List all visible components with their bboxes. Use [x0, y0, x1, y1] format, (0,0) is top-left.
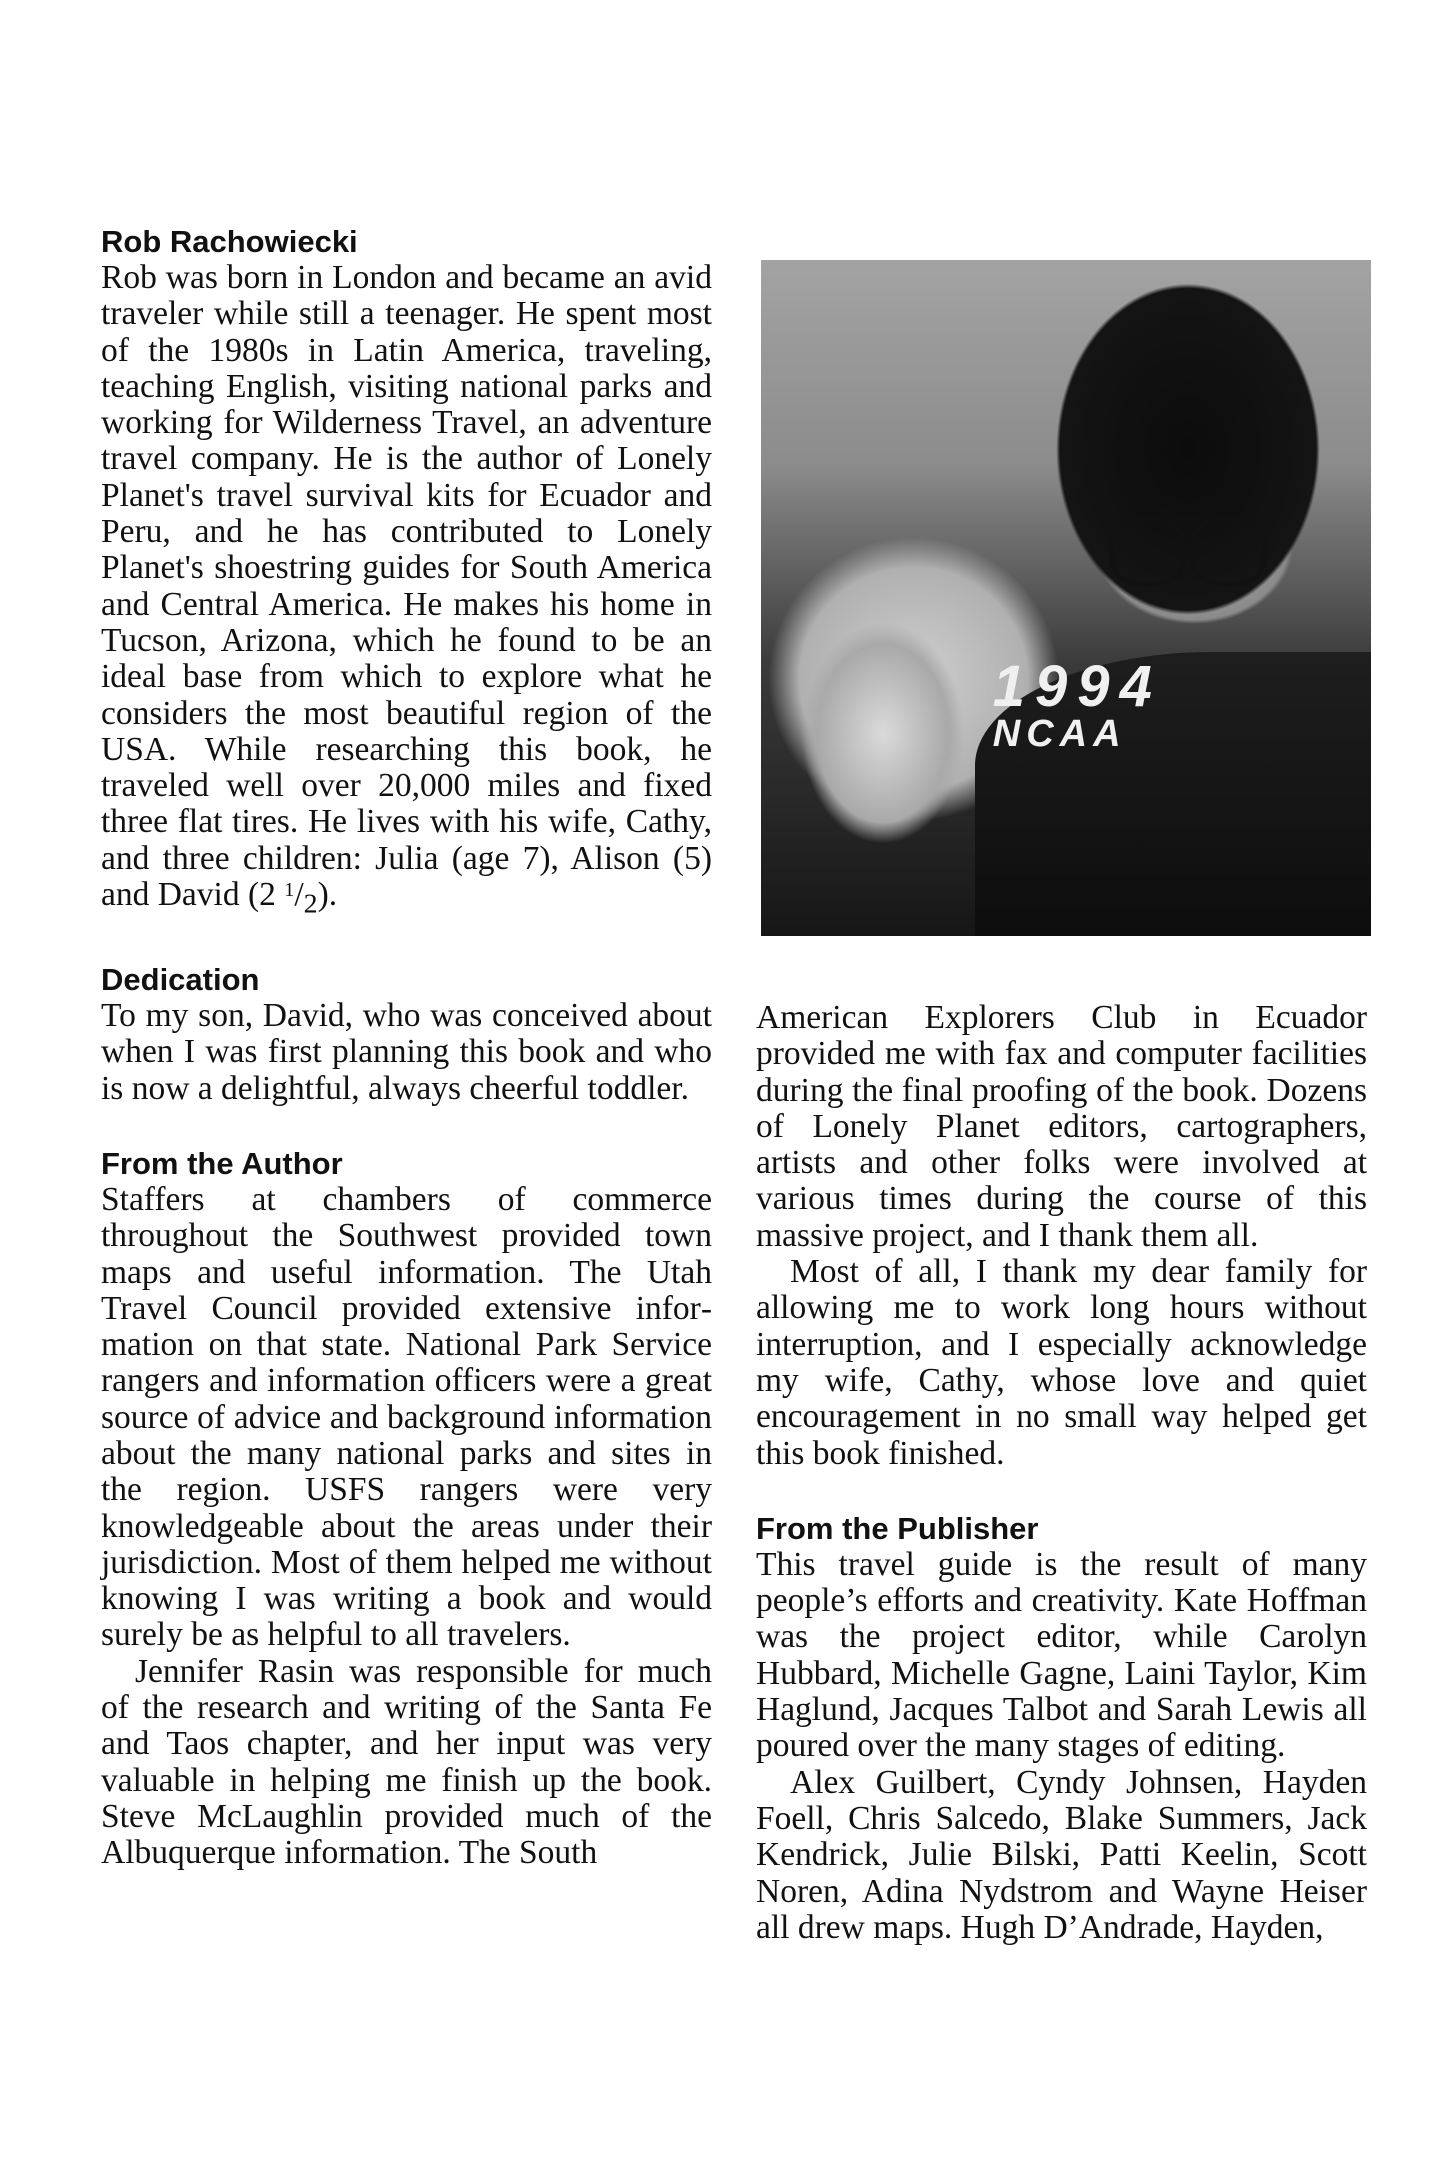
photo-glasses	[1109, 517, 1268, 578]
from-publisher-paragraph-1: This travel guide is the result of many people’s efforts and creativity. Kate Hoffman was the project editor, while Carolyn Hubbard, Michelle Gagne, Laini Taylor, Kim Haglund, Jacques Talbot and Sarah Lewis all poured over the many stages of editing.	[756, 1545, 1367, 1765]
photo-shirt-year: 1994	[992, 653, 1162, 719]
from-author-paragraph-1: Staffers at chambers of commerce throughout the Southwest provided town maps and useful information. The Utah Travel Council provided extensive information on that state. National Park Service rangers and information officers were a great source of advice and background information about the many national parks and sites in the region. USFS rangers were very knowledgeable about the areas under their jurisdiction. Most of them helped me without knowing I was writing a book and would surely be as helpful to all travelers.	[101, 1180, 712, 1654]
dedication-text: To my son, David, who was conceived about when I was first planning this book and who is now a delightful, always cheerful toddler.	[101, 997, 712, 1107]
photo-shirt-print	[992, 653, 1359, 755]
left-column	[101, 223, 712, 1872]
author-photo	[761, 260, 1371, 936]
author-bio: Rob was born in London and became an avid traveler while still a teenager. He spent most of the 1980s in Latin America, traveling, teaching English, visiting national parks and working for Wilderness Travel, an adventure travel company. He is the author of Lonely Planet's travel survival kits for Ecuador and Peru, and he has contributed to Lonely Planet's shoestring guides for South America and Central America. He makes his home in Tucson, Arizona, which he found to be an ideal base from which to explore what he considers the most beautiful region of the USA. While researching this book, he traveled well over 20,000 miles and fixed three flat tires. He lives with his wife, Cathy, and three children: Julia (age 7), Alison (5) and David (2 $^1/_2$).	[101, 259, 712, 920]
from-author-heading: From the Author	[101, 1145, 343, 1181]
from-author-paragraph-2-end: American Explorers Club in Ecuador provided me with fax and computer facilities during the final proofing of the book. Dozens of Lonely Planet editors, cartographers, artists and other folks were involved at various times during the course of this massive project, and I thank them all.	[756, 999, 1367, 1254]
from-author-paragraph-3: Most of all, I thank my dear family for allowing me to work long hours without interruption, and I especially acknowledge my wife, Cathy, whose love and quiet encouragement in no small way helped get this book finished.	[756, 1253, 1367, 1472]
photo-shirt-text: NCAA	[992, 712, 1127, 755]
from-author-paragraph-2-start: Jennifer Rasin was responsible for much of the research and writing of the Santa Fe and Taos chapter, and her input was very valuable in helping me finish up the book. Steve McLaughlin provided much of the Albuquerque information. The South	[101, 1652, 712, 1872]
from-publisher-heading: From the Publisher	[756, 1510, 1039, 1546]
right-column	[756, 1000, 1367, 1946]
from-publisher-paragraph-2: Alex Guilbert, Cyndy Johnsen, Hayden Foell, Chris Salcedo, Blake Summers, Jack Kendrick, Julie Bilski, Patti Keelin, Scott Noren, Adina Nydstrom and Wayne Heiser all drew maps. Hugh D’Andrade, Hayden,	[756, 1763, 1367, 1946]
author-heading: Rob Rachowiecki	[101, 224, 358, 259]
dedication-heading: Dedication	[101, 962, 260, 998]
